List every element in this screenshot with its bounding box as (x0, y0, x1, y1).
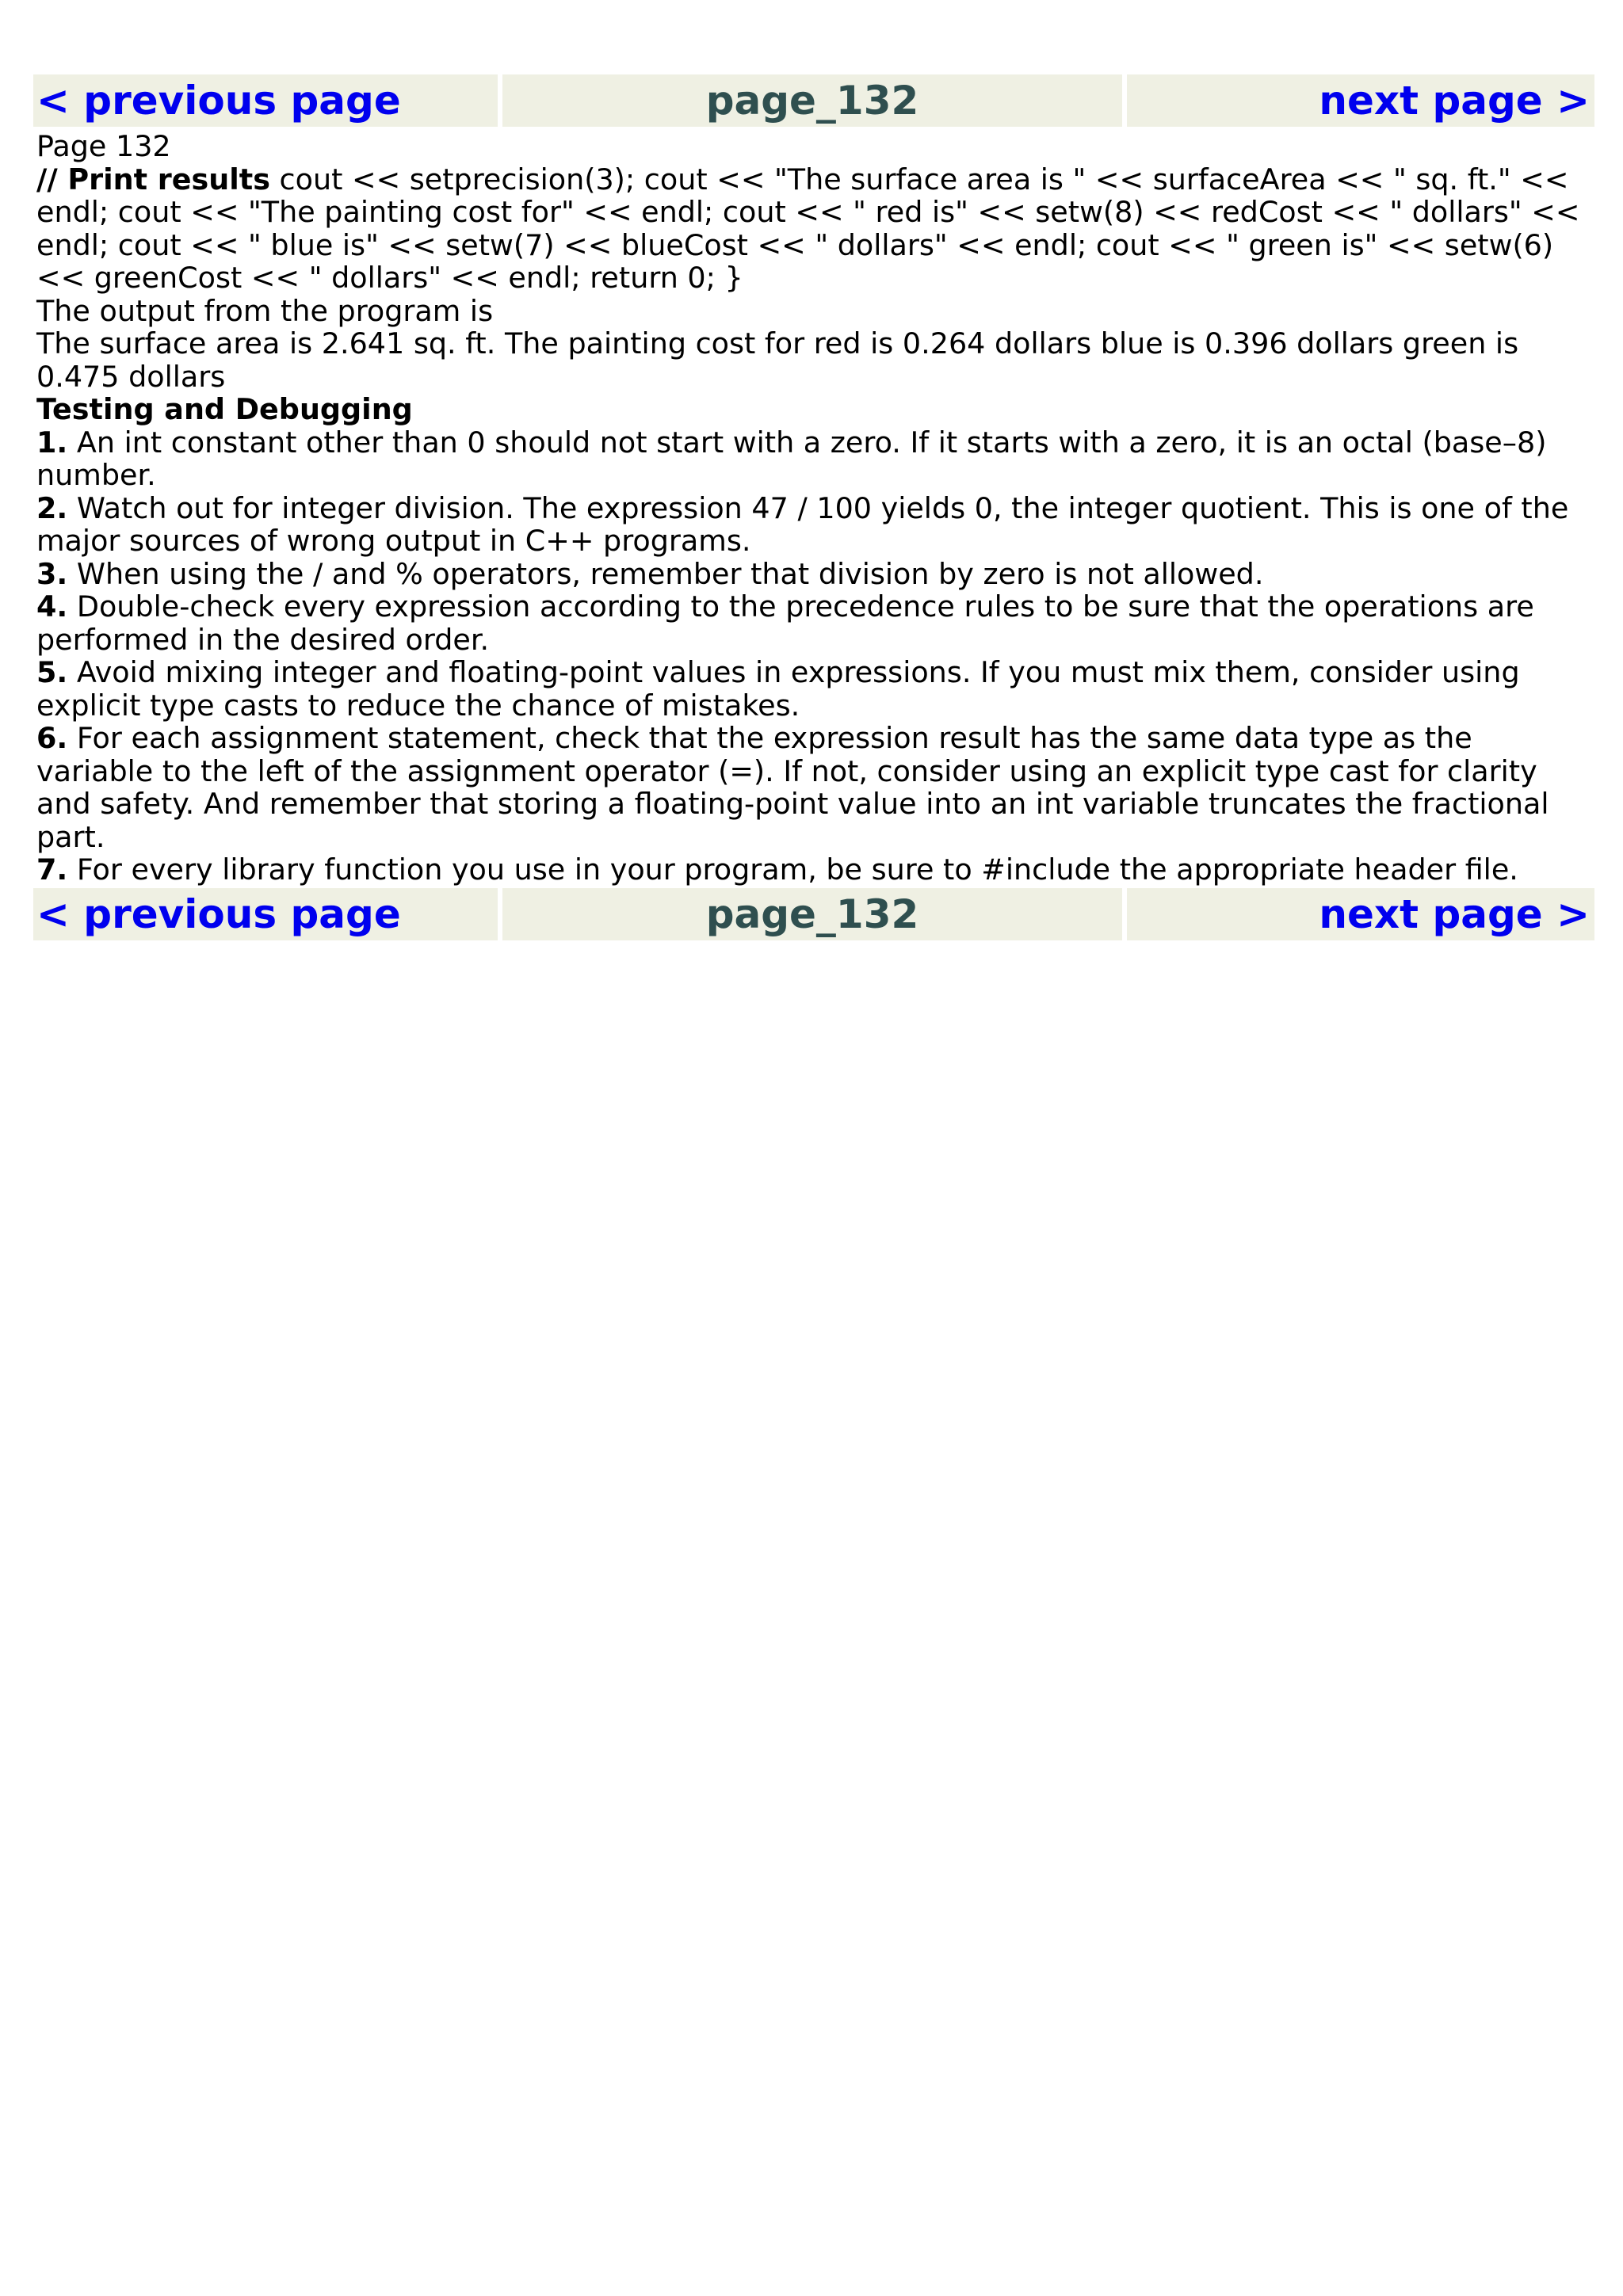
top-nav-page-cell (502, 74, 1122, 127)
bottom-previous-page-link[interactable]: < previous page (36, 891, 401, 937)
top-nav-next-cell (1127, 74, 1594, 127)
bottom-nav-next-cell (1127, 888, 1594, 940)
bottom-next-page-link[interactable]: next page > (1319, 891, 1590, 937)
top-next-page-link[interactable]: next page > (1319, 78, 1590, 124)
list-item-text: When using the / and % operators, remember that division by zero is not allowed. (67, 556, 1264, 591)
page-number: Page 132 (36, 129, 171, 163)
section-heading: Testing and Debugging (36, 392, 413, 426)
list-item (36, 656, 1591, 722)
page (33, 74, 1594, 940)
list-item-number: 5. (36, 655, 68, 689)
output-intro: The output from the program is (36, 293, 494, 328)
list-item (36, 590, 1591, 656)
list-item-text: An int constant other than 0 should not start with a zero. If it starts with a zero, it is an octal (base–8) number. (36, 425, 1547, 492)
bottom-page-label: page_132 (705, 891, 919, 937)
list-item (36, 492, 1591, 558)
code-paragraph (36, 163, 1591, 295)
code-text: cout << setprecision(3); cout << "The surface area is " << surfaceArea << " sq. ft." << endl; cout << "The painting cost for" << endl; cout << " red is" << setw(8) << redCost << " dollars" << endl; cout << " blue is" << setw(7) << blueCost << " dollars" << endl; cout << " green is" << setw(6) << greenCost << " dollars" << endl; return 0; } (36, 162, 1580, 295)
list-item-number: 3. (36, 556, 68, 591)
list-item-number: 4. (36, 589, 68, 624)
top-previous-page-link[interactable]: < previous page (36, 78, 401, 124)
page-content (33, 127, 1594, 888)
list-item-text: For every library function you use in your program, be sure to #include the appropriate header file. (67, 852, 1518, 887)
list-item (36, 722, 1591, 853)
bottom-navbar (33, 888, 1594, 940)
list-item-number: 7. (36, 852, 68, 887)
code-comment: // Print results (36, 162, 270, 196)
list-item (36, 426, 1591, 492)
list-item-text: Double-check every expression according to the precedence rules to be sure that the operations are performed in the desired order. (36, 589, 1534, 657)
top-page-label: page_132 (705, 78, 919, 124)
list-item-number: 6. (36, 721, 68, 755)
list-item-number: 2. (36, 490, 68, 525)
list-item-number: 1. (36, 425, 68, 460)
bottom-nav-page-cell (502, 888, 1122, 940)
list-item-text: Avoid mixing integer and floating-point values in expressions. If you must mix them, consider using explicit type casts to reduce the chance of mistakes. (36, 655, 1520, 723)
bottom-nav-prev-cell (33, 888, 498, 940)
list-item (36, 558, 1591, 591)
output-text: The surface area is 2.641 sq. ft. The painting cost for red is 0.264 dollars blue is 0.396 dollars green is 0.475 dollars (36, 326, 1519, 394)
list-item-text: Watch out for integer division. The expression 47 / 100 yields 0, the integer quotient. This is one of the major sources of wrong output in C++ programs. (36, 490, 1569, 558)
list-item-text: For each assignment statement, check that the expression result has the same data type as the variable to the left of the assignment operator (=). If not, consider using an explicit type cast for clarity and safety. And remember that storing a floating-point value into an int variable truncates the fractional part. (36, 721, 1549, 854)
list-item (36, 853, 1591, 887)
top-nav-prev-cell (33, 74, 498, 127)
top-navbar (33, 74, 1594, 127)
